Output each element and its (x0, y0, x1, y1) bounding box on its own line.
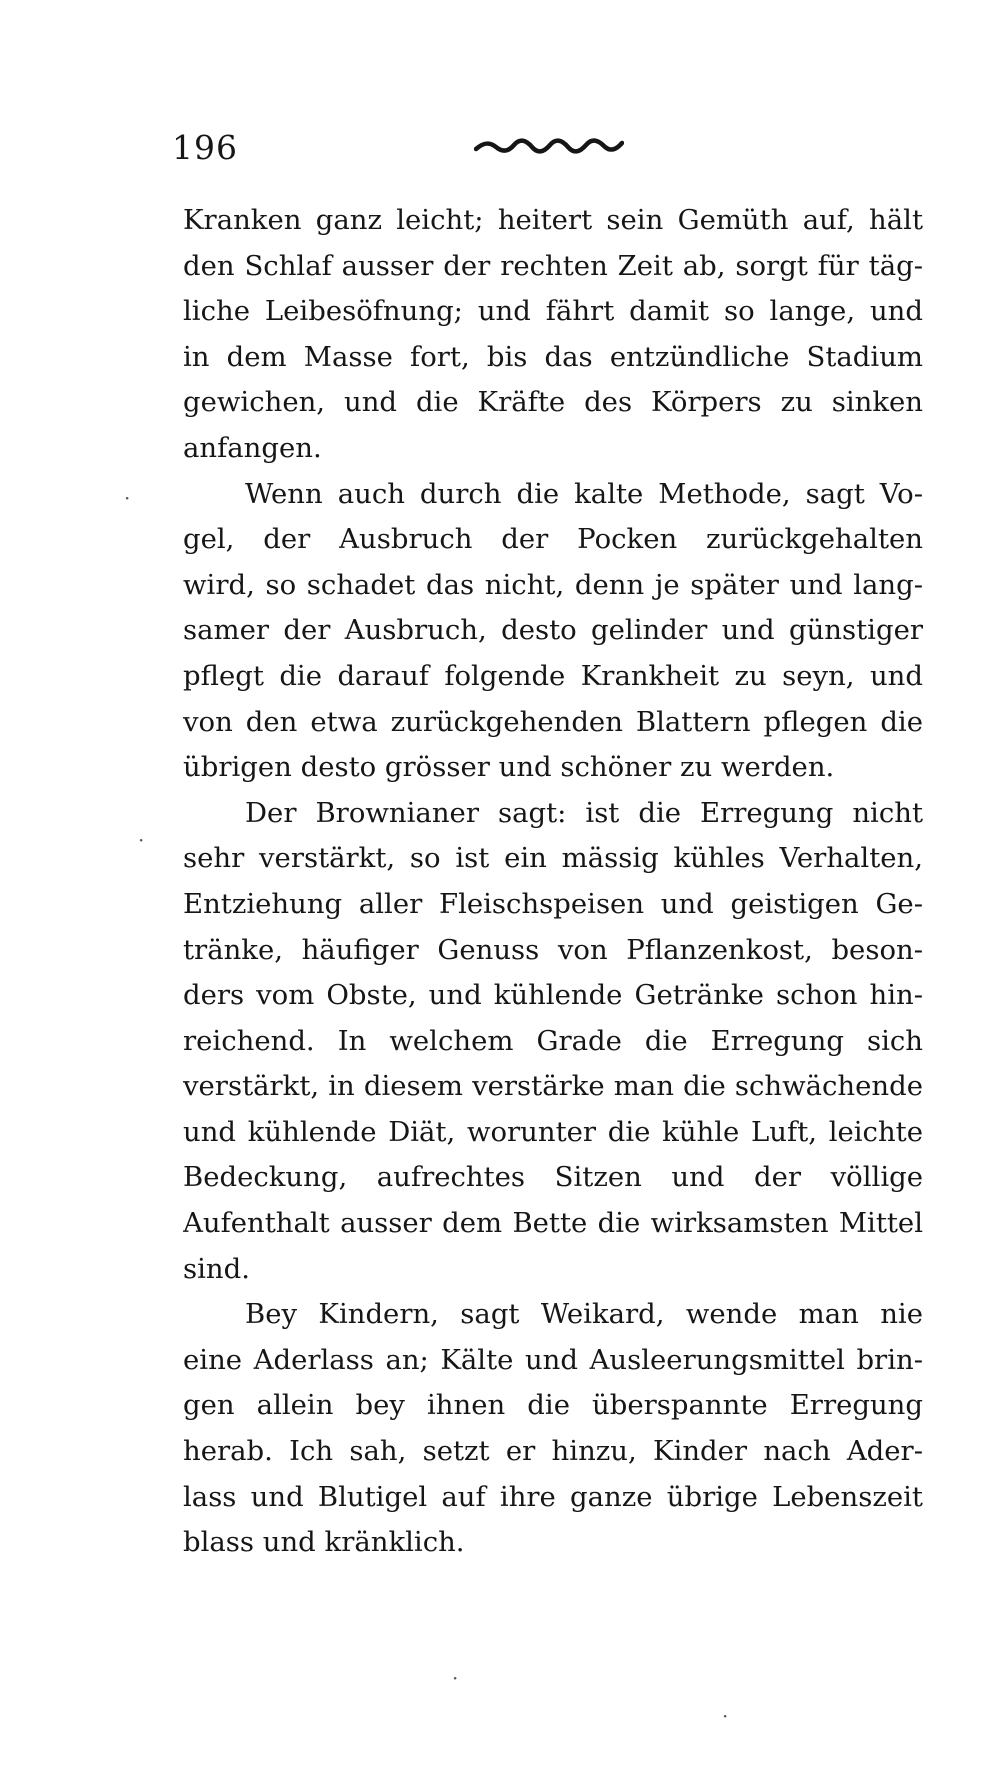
body-text (183, 198, 923, 1566)
text-line: Aufenthalt ausser dem Bette die wirksamsten Mittel (183, 1207, 923, 1240)
paragraph (183, 791, 923, 1293)
text-line: den Schlaf ausser der rechten Zeit ab, sorgt für täg- (183, 249, 923, 282)
text-line: liche Leibesöfnung; und fährt damit so lange, und (183, 295, 923, 328)
text-line: in dem Masse fort, bis das entzündliche Stadium (183, 340, 923, 373)
text-line: sind. (183, 1252, 250, 1285)
text-line: verstärkt, in diesem verstärke man die schwächende (183, 1070, 923, 1103)
text-line: gel, der Ausbruch der Pocken zurückgehalten (183, 523, 923, 556)
text-line: gewichen, und die Kräfte des Körpers zu sinken (183, 386, 923, 419)
text-line: Bedeckung, aufrechtes Sitzen und der völlige (183, 1161, 923, 1194)
text-line: herab. Ich sah, setzt er hinzu, Kinder nach Ader- (183, 1435, 923, 1468)
text-line: eine Aderlass an; Kälte und Ausleerungsmittel brin- (183, 1343, 923, 1376)
text-line: von den etwa zurückgehenden Blattern pflegen die (183, 705, 923, 738)
text-line: ders vom Obste, und kühlende Getränke schon hin- (183, 979, 923, 1012)
text-line: wird, so schadet das nicht, denn je später und lang- (183, 568, 923, 601)
page-number: 196 (172, 128, 238, 167)
margin-speck: · (124, 486, 131, 510)
paragraph (183, 472, 923, 791)
header-ornament-icon (474, 134, 624, 156)
margin-speck: · (722, 1704, 729, 1728)
text-line: reichend. In welchem Grade die Erregung sich (183, 1024, 923, 1057)
text-line: Entziehung aller Fleischspeisen und geistigen Ge- (183, 887, 923, 920)
paragraph (183, 198, 923, 472)
text-line: anfangen. (183, 431, 322, 464)
text-line: Bey Kindern, sagt Weikard, wende man nie (245, 1298, 923, 1331)
text-line: pflegt die darauf folgende Krankheit zu seyn, und (183, 659, 923, 692)
page-header (172, 128, 932, 178)
text-line: tränke, häufiger Genuss von Pflanzenkost, beson- (183, 933, 923, 966)
text-line: und kühlende Diät, worunter die kühle Luft, leichte (183, 1115, 923, 1148)
text-line: blass und kränklich. (183, 1526, 465, 1559)
paragraph (183, 1292, 923, 1566)
margin-speck: · (452, 1666, 459, 1690)
text-line: Kranken ganz leicht; heitert sein Gemüth auf, hält (183, 204, 923, 236)
text-line: sehr verstärkt, so ist ein mässig kühles Verhalten, (183, 842, 923, 875)
text-line: samer der Ausbruch, desto gelinder und günstiger (183, 614, 923, 647)
text-line: lass und Blutigel auf ihre ganze übrige Lebenszeit (183, 1480, 923, 1513)
text-line: gen allein bey ihnen die überspannte Erregung (183, 1389, 923, 1422)
text-line: übrigen desto grösser und schöner zu werden. (183, 751, 835, 784)
text-line: Wenn auch durch die kalte Methode, sagt Vo- (245, 477, 923, 510)
margin-speck: · (138, 828, 145, 852)
text-line: Der Brownianer sagt: ist die Erregung nicht (245, 796, 923, 829)
